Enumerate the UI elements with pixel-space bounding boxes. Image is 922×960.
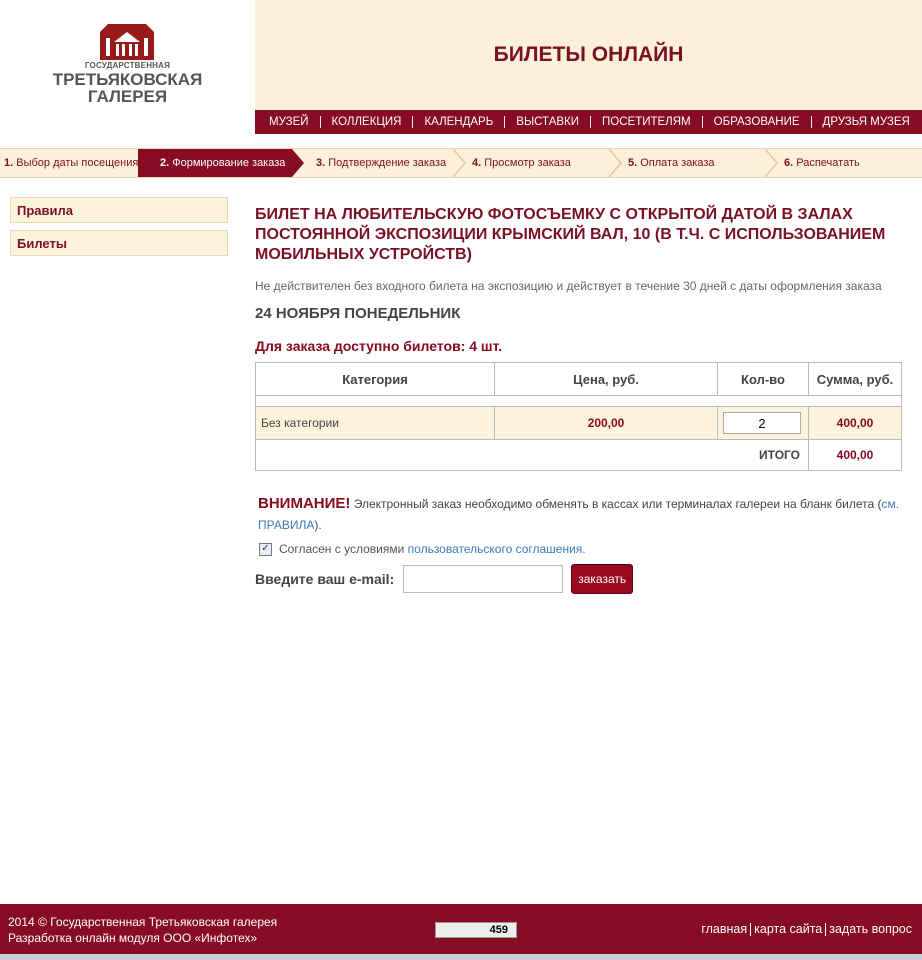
table-header-row (256, 363, 902, 396)
row-price: 200,00 (495, 407, 718, 440)
step-chevron-icon (608, 149, 622, 177)
warning-tail: ). (314, 518, 322, 532)
nav-friends[interactable]: ДРУЗЬЯ МУЗЕЯ (822, 116, 910, 128)
step-label: Подтверждение заказа (328, 157, 447, 169)
col-sum: Сумма, руб. (809, 363, 902, 396)
table-spacer-row (256, 396, 902, 407)
taskbar (0, 954, 922, 960)
nav-separator (320, 116, 321, 128)
footer-line-2: Разработка онлайн модуля ООО «Инфотех» (8, 931, 258, 945)
nav-museum[interactable]: МУЗЕЙ (269, 116, 309, 128)
logo-line-small: ГОСУДАРСТВЕННАЯ (84, 61, 171, 70)
logo-line-2: ГАЛЕРЕЯ (87, 87, 168, 106)
row-category: Без категории (256, 407, 495, 440)
warning-block (255, 493, 905, 536)
email-row (255, 564, 905, 594)
visit-counter[interactable] (435, 922, 517, 938)
total-label: ИТОГО (256, 440, 809, 471)
nav-visitors[interactable]: ПОСЕТИТЕЛЯМ (602, 116, 691, 128)
table-total-row (256, 440, 902, 471)
nav-separator (702, 116, 703, 128)
nav-calendar[interactable]: КАЛЕНДАРЬ (424, 116, 494, 128)
logo-line-1: ТРЕТЬЯКОВСКАЯ (52, 70, 203, 89)
quantity-input[interactable] (723, 412, 801, 434)
step-4[interactable] (472, 149, 571, 177)
col-category: Категория (256, 363, 495, 396)
step-number: 2. (160, 157, 170, 169)
row-qty-cell (718, 407, 809, 440)
header (0, 0, 922, 148)
nav-education[interactable]: ОБРАЗОВАНИЕ (713, 116, 800, 128)
footer-links (701, 922, 912, 936)
ticket-note: Не действителен без входного билета на экспозицию и действует в течение 30 дней с даты оформления заказа (255, 279, 882, 293)
main-content (255, 205, 905, 594)
col-qty: Кол-во (718, 363, 809, 396)
step-number: 1. (4, 157, 14, 169)
title-banner (255, 0, 922, 110)
nav-separator (504, 116, 505, 128)
ticket-title: БИЛЕТ НА ЛЮБИТЕЛЬСКУЮ ФОТОСЪЕМКУ С ОТКРЫТОЙ ДАТОЙ В ЗАЛАХ ПОСТОЯННОЙ ЭКСПОЗИЦИИ КРЫМСКИЙ ВАЛ, 10 (В Т.Ч. С ИСПОЛЬЗОВАНИЕМ МОБИЛЬНЫХ УСТРОЙСТВ) (255, 206, 886, 263)
step-2-active[interactable] (138, 149, 292, 177)
step-label: Формирование заказа (172, 157, 286, 169)
footer-link-ask[interactable]: задать вопрос (829, 922, 912, 936)
visit-date: 24 НОЯБРЯ ПОНЕДЕЛЬНИК (255, 305, 461, 322)
tickets-available: Для заказа доступно билетов: 4 шт. (255, 338, 503, 354)
table-row (256, 407, 902, 440)
nav-separator (590, 116, 591, 128)
step-6[interactable] (784, 149, 860, 177)
footer (0, 904, 922, 954)
footer-separator (750, 923, 751, 936)
row-sum: 400,00 (809, 407, 902, 440)
order-steps (0, 148, 922, 178)
logo-text (0, 71, 255, 105)
total-value: 400,00 (809, 440, 902, 471)
step-3[interactable] (316, 149, 446, 177)
nav-separator (412, 116, 413, 128)
warning-text: Электронный заказ необходимо обменять в кассах или терминалах галереи на бланк билета ( (350, 497, 882, 511)
sidebar-item-tickets[interactable]: Билеты (10, 230, 228, 256)
main-nav (255, 110, 922, 134)
agreement-text: Согласен с условиями (279, 542, 405, 556)
footer-link-sitemap[interactable]: карта сайта (754, 922, 823, 936)
step-number: 4. (472, 157, 482, 169)
email-label: Введите ваш e-mail: (255, 571, 395, 587)
logo[interactable] (0, 0, 255, 134)
step-number: 3. (316, 157, 326, 169)
gallery-building-icon (100, 24, 154, 60)
step-chevron-icon (764, 149, 778, 177)
footer-copyright (8, 914, 277, 946)
tickets-table (255, 362, 902, 471)
step-chevron-icon (452, 149, 466, 177)
email-input[interactable] (403, 565, 563, 593)
order-button[interactable]: заказать (571, 564, 633, 594)
rules-link[interactable]: см. ПРАВИЛА (258, 497, 900, 532)
nav-separator (811, 116, 812, 128)
footer-line-1: 2014 © Государственная Третьяковская галерея (8, 915, 278, 929)
agreement-row (255, 542, 905, 556)
nav-exhibitions[interactable]: ВЫСТАВКИ (516, 116, 580, 128)
step-label: Распечатать (796, 157, 860, 169)
sidebar-item-rules[interactable]: Правила (10, 197, 228, 223)
step-label: Оплата заказа (640, 157, 715, 169)
site-title: БИЛЕТЫ ОНЛАЙН (493, 43, 684, 66)
counter-value: 459 (489, 924, 508, 936)
agreement-checkbox[interactable]: ✓ (259, 543, 272, 556)
step-arrow-icon (292, 149, 304, 177)
user-agreement-link[interactable]: пользовательского соглашения. (407, 542, 586, 556)
spacer-cell (256, 396, 902, 407)
footer-separator (825, 923, 826, 936)
step-label: Выбор даты посещения (16, 157, 139, 169)
step-1[interactable] (4, 149, 138, 177)
step-number: 6. (784, 157, 794, 169)
footer-link-home[interactable]: главная (701, 922, 748, 936)
warning-title: ВНИМАНИЕ! (258, 495, 351, 512)
step-label: Просмотр заказа (484, 157, 571, 169)
nav-collection[interactable]: КОЛЛЕКЦИЯ (331, 116, 402, 128)
step-5[interactable] (628, 149, 715, 177)
step-number: 5. (628, 157, 638, 169)
col-price: Цена, руб. (495, 363, 718, 396)
